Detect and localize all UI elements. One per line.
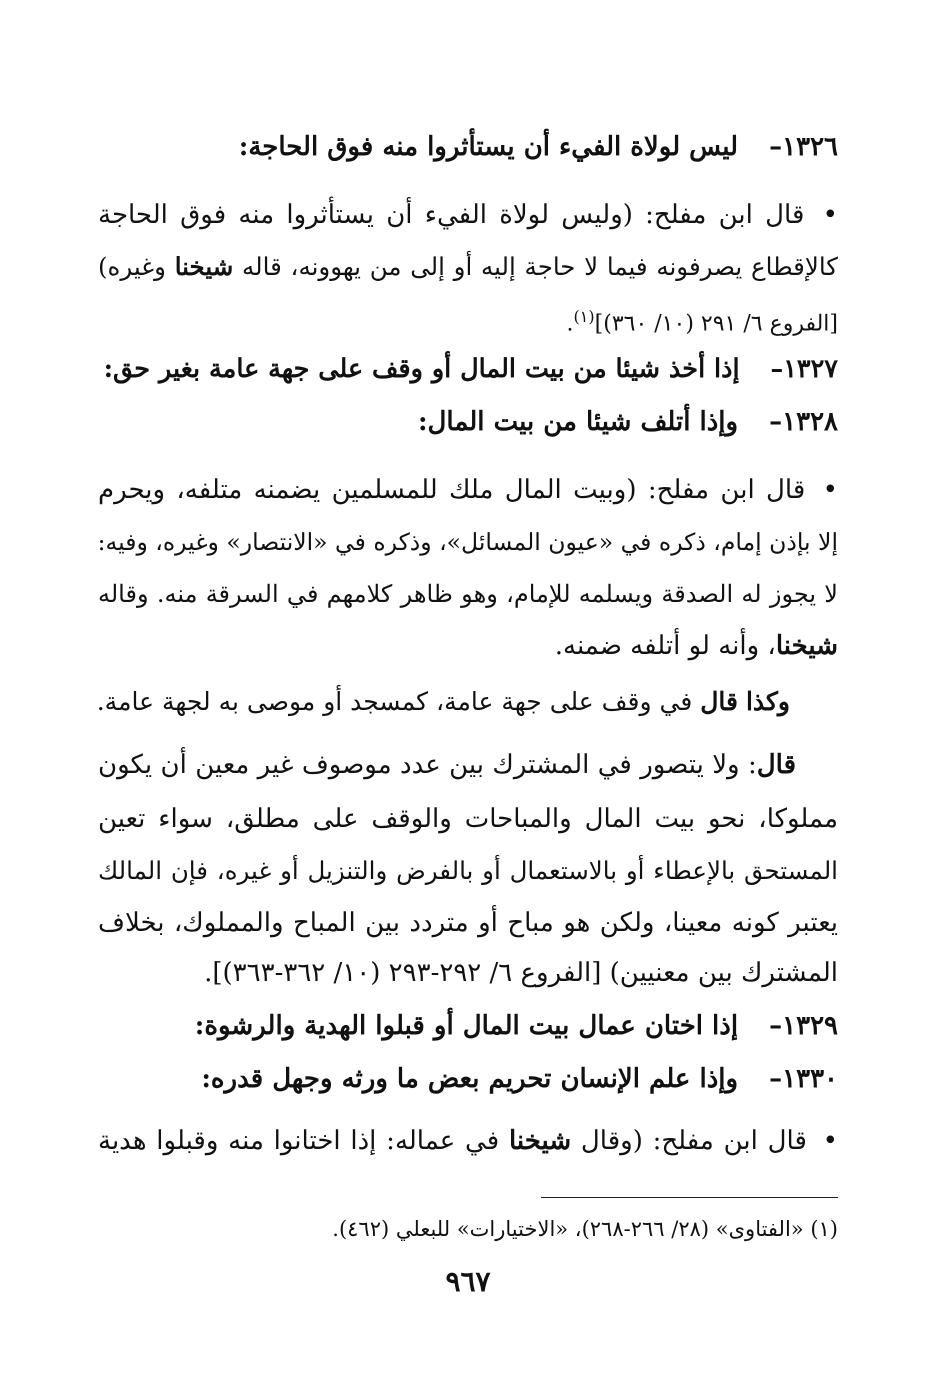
text: إلا بإذن إمام، ذكره في «عيون المسائل»، وذكره في «الانتصار» وغيره، وفيه: <box>97 528 838 556</box>
entry-heading-1326 <box>98 126 838 168</box>
bullet-icon: • <box>822 1126 839 1156</box>
sheikh-ref: شيخنا <box>508 1126 572 1156</box>
paragraph-line <box>98 194 838 236</box>
paragraph-line <box>98 469 838 511</box>
text: قال ابن مفلح: (وليس لولاة الفيء أن يستأثروا منه فوق الحاجة <box>98 200 805 230</box>
footnote-divider <box>541 1197 838 1198</box>
entry-heading-1327 <box>98 348 838 390</box>
entry-dash: – <box>769 132 783 162</box>
bullet-icon: • <box>822 200 839 230</box>
text: قال <box>756 750 796 780</box>
paragraph-line <box>98 744 796 786</box>
entry-number: ١٣٢٧ <box>783 354 838 384</box>
text: يعتبر كونه معينا، ولكن هو مباح أو متردد بين المباح والمملوك، بخلاف <box>98 908 838 938</box>
footnote: (١) «الفتاوى» (٢٨/ ٢٦٦-٢٦٨)، «الاختيارات» للبعلي (٤٦٢). <box>332 1217 838 1241</box>
paragraph-line <box>98 521 838 563</box>
entry-number: ١٣٣٠ <box>782 1064 838 1094</box>
text: قال <box>700 687 738 716</box>
text: : ولا يتصور في المشترك بين عدد موصوف غير معين أن يكون <box>98 750 757 780</box>
entry-heading-1329 <box>98 1005 838 1047</box>
citation-line <box>98 296 838 345</box>
text: لا يجوز له الصدقة ويسلمه للإمام، وهو ظاهر كلامهم في السرقة منه. وقاله <box>98 580 838 608</box>
entry-title: ليس لولاة الفيء أن يستأثروا منه فوق الحاجة: <box>238 132 739 162</box>
entry-heading-1330 <box>98 1058 838 1100</box>
entry-number: ١٣٢٨ <box>782 407 838 437</box>
entry-title: إذا أخذ شيئا من بيت المال أو وقف على جهة عامة بغير حق: <box>103 354 740 384</box>
text: مملوكا، نحو بيت المال والمباحات والوقف على مطلق، سواء تعين <box>98 804 838 834</box>
entry-dash: – <box>769 1011 783 1041</box>
text: وكذا <box>745 687 790 716</box>
entry-number: ١٣٢٦ <box>782 132 838 162</box>
entry-dash: – <box>769 1064 783 1094</box>
paragraph-line <box>98 850 838 892</box>
text: ، وأنه لو أتلفه ضمنه. <box>554 631 776 661</box>
entry-dash: – <box>769 407 783 437</box>
paragraph-line <box>98 625 838 667</box>
entry-number: ١٣٢٩ <box>782 1011 838 1041</box>
entry-title: وإذا علم الإنسان تحريم بعض ما ورثه وجهل قدره: <box>201 1064 739 1094</box>
text: المشترك بين معنيين) [الفروع ٦/ ٢٩٢-٢٩٣ (١٠/ ٣٦٢-٣٦٣)]. <box>204 958 838 988</box>
paragraph-line <box>90 681 790 723</box>
entry-title: وإذا أتلف شيئا من بيت المال: <box>417 407 739 437</box>
sheikh-ref: شيخنا <box>775 631 838 661</box>
paragraph-line <box>98 246 838 288</box>
entry-heading-1328 <box>98 401 838 443</box>
entry-title: إذا اختان عمال بيت المال أو قبلوا الهدية والرشوة: <box>194 1011 739 1041</box>
footnote-ref: (١) <box>573 307 595 326</box>
paragraph-line <box>98 952 838 994</box>
sheikh-ref: شيخنا <box>174 252 234 281</box>
paragraph-line <box>98 1120 838 1162</box>
page-number: ٩٦٧ <box>445 1265 491 1298</box>
text: كالإقطاع يصرفونه فيما لا حاجة إليه أو إلى من يهوونه، قاله <box>242 252 838 281</box>
text: . <box>566 311 574 337</box>
citation: [الفروع ٦/ ٢٩١ (١٠/ ٣٦٠)] <box>594 311 838 337</box>
paragraph-line <box>98 902 838 944</box>
text: قال ابن مفلح: (وقال <box>580 1126 807 1156</box>
text: وغيره) <box>98 252 166 281</box>
text: في عماله: إذا اختانوا منه وقبلوا هدية <box>98 1126 500 1156</box>
paragraph-line <box>98 573 838 615</box>
entry-dash: – <box>770 354 784 384</box>
text: المستحق بالإعطاء أو بالاستعمال أو بالفرض والتنزيل أو غيره، فإن المالك <box>98 856 838 885</box>
bullet-icon: • <box>822 475 838 505</box>
paragraph-line <box>98 798 838 840</box>
text: قال ابن مفلح: (وبيت المال ملك للمسلمين يضمنه متلفه، ويحرم <box>98 475 806 505</box>
text: في وقف على جهة عامة، كمسجد أو موصى به لجهة عامة. <box>96 687 693 716</box>
